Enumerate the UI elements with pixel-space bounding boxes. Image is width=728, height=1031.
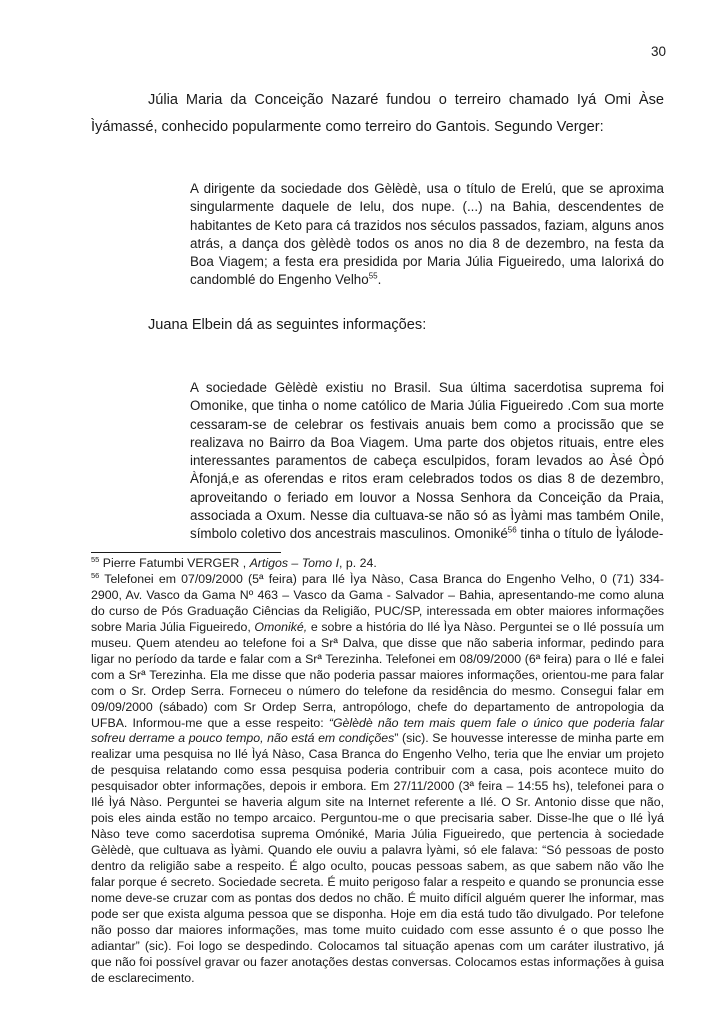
footnote-55 <box>91 556 664 572</box>
body-paragraph-elbein <box>91 312 664 339</box>
footnote-number: 55 <box>91 554 100 564</box>
footnote-ref-56[interactable]: 56 <box>507 525 517 535</box>
body-paragraph-gantois <box>91 87 664 141</box>
footnotes <box>91 556 664 987</box>
footnote-italic: “Gèlèdè não tem mais quem fale o único que poderia falar sofreu derrame a pouco tempo, não está em condições <box>91 715 664 746</box>
page-number: 30 <box>650 44 666 59</box>
footnote-italic: Artigos – Tomo I <box>249 556 339 570</box>
quote-end: . <box>377 272 382 288</box>
footnote-italic: Omoniké, <box>254 619 308 634</box>
footnote-56 <box>91 572 664 987</box>
footnote-text: ” (sic). Se houvesse interesse de minha parte em realizar uma pesquisa no Ilé Ìyá Nàso, Casa Branca do Engenho Velho, teria que lhe enviar um projeto de pesquisa relatando como essa pesquisa poderia contribuir com a casa, pois acontece muito do pesquisador obter informações, depois ir embora. Em 27/11/2000 (3ª feira – 14:55 hs), telefonei para o Ilé Ìyá Nàso. Perguntei se haveria algum site na Internet referente a Ilé. O Sr. Antonio disse que não, pois eles ainda estão no tempo arcaico. Perguntou-me o que precisaria saber. Disse-lhe que o Ilé Ìyá Nàso teve como sacerdotisa suprema Omóniké, Maria Júlia Figueiredo, que pertencia à sociedade Gèlèdè, que cultuava as Ìyàmi. Quando ele ouviu a palavra Ìyàmi, só ele falava: “Só pessoas de posto dentro da religião sabe a respeito. É algo oculto, poucas pessoas sabem, as que sabem não vão lhe falar porque é secreto. Sociedade secreta. É muito perigoso falar a respeito e quando se pronuncia esse nome deve-se cruzar com as pontas dos dedos no chão. É muito difícil alguém querer lhe informar, mas pode ser que exista alguma pessoa que se disponha. Hoje em dia está tudo tão divulgado. Por telefone não posso dar maiores informações, mas tome muito cuidado com esse assunto é o que posso lhe adiantar” (sic). Foi logo se despedindo. Colocamos tal situação apenas com um caráter ilustrativo, já que não foi possível gravar ou fazer anotações destas conversas. Colocamos estas informações à guisa de esclarecimento. <box>91 731 664 985</box>
block-quote-verger <box>190 180 664 290</box>
quote-text: A dirigente da sociedade dos Gèlèdè, usa o título de Erelú, que se aproxima singularmente daquele de Ielu, dos nupe. (...) na Bahia, descendentes de habitantes de Keto para cá trazidos nos séculos passados, faziam, alguns anos atrás, a dança dos gèlèdè todos os anos no dia 8 de dezembro, na festa da Boa Viagem; a festa era presidida por Maria Júlia Figueiredo, uma Ialorixá do candomblé do Engenho Velho <box>190 181 664 288</box>
quote-end: tinha o título de Ìyálode- <box>516 526 664 542</box>
footnote-number: 56 <box>91 570 100 580</box>
paragraph-text: Juana Elbein dá as seguintes informações: <box>148 317 427 333</box>
footnote-separator <box>91 552 281 553</box>
footnote-ref-55[interactable]: 55 <box>368 272 378 282</box>
paragraph-text: Júlia Maria da Conceição Nazaré fundou o terreiro chamado Iyá Omi Àse Ìyámassé, conhecido popularmente como terreiro do Gantois. Segundo Verger: <box>91 92 664 135</box>
block-quote-elbein <box>190 379 664 544</box>
footnote-text: Telefonei em 07/09/2000 (5ª feira) para Ilé Ìya Nàso, Casa Branca do Engenho Velho, 0 (71) 334-2900, Av. Vasco da Gama Nº 463 – Vasco da Gama - Salvador – Bahia, apresentando-me como aluna do curso de Pós Graduação Ciências da Religião, PUC/SP, interessada em obter maiores informações sobre Maria Júlia Figueiredo, <box>91 571 664 634</box>
footnote-text: Pierre Fatumbi VERGER , <box>99 556 250 570</box>
quote-text: A sociedade Gèlèdè existiu no Brasil. Sua última sacerdotisa suprema foi Omonike, que tinha o nome católico de Maria Júlia Figueiredo .Com sua morte cessaram-se de celebrar os festivais anuais bem como a procissão que se realizava no Bairro da Boa Viagem. Uma parte dos objetos rituais, entre eles interessantes paramentos de cabeça esculpidos, foram levados ao Àsé Òpó Àfonjá,e as oferendas e ritos eram celebrados todos os dias 8 de dezembro, aproveitando o feriado em louvor a Nossa Senhora da Conceição da Praia, associada a Oxum. Nesse dia cultuava-se não só as Ìyàmi mas também Onile, símbolo coletivo dos ancestrais masculinos. Omoniké <box>190 380 664 542</box>
footnote-text: , p. 24. <box>339 556 377 570</box>
footnote-text: e sobre a história do Ilé Ìya Nàso. Perguntei se o Ilé possuía um museu. Quem atendeu ao telefone foi a Srª Dalva, que disse que não saberia informar, pedindo para ligar no período da tarde e falar com a Srª Terezinha. Telefonei em 08/09/2000 (6ª feira) para o Ilé e falei com a Srª Terezinha. Ela me disse que não poderia passar maiores informações, orientou-me para falar com o Sr. Ordep Serra. Forneceu o número do telefone da residência do mesmo. Consegui falar em 09/09/2000 (sábado) com Sr Ordep Serra, antropólogo, chefe do departamento de antropologia da UFBA. Informou-me que a esse respeito: <box>91 619 664 730</box>
